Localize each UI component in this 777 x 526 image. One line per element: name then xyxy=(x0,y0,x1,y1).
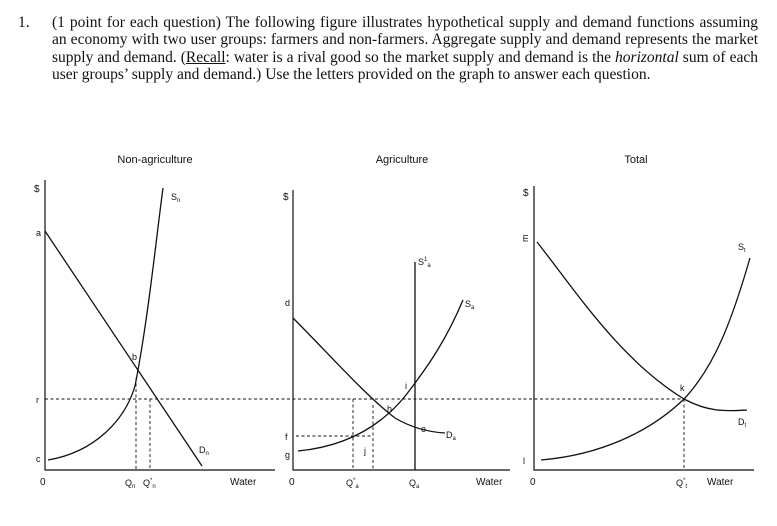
nonag-x-axis-label: Water xyxy=(230,477,257,488)
nonag-title: Non-agriculture xyxy=(117,154,193,166)
total-x-axis-label: Water xyxy=(707,477,734,488)
label-i: i xyxy=(405,381,407,391)
label-e: e xyxy=(421,424,427,434)
total-title: Total xyxy=(624,154,648,166)
panel-non-agriculture xyxy=(34,154,275,490)
label-h: h xyxy=(387,404,393,414)
label-sn: $S_n$ xyxy=(171,192,181,204)
nonag-demand-curve xyxy=(45,231,202,466)
label-j: j xyxy=(364,446,366,456)
ag-title: Agriculture xyxy=(375,154,429,166)
label-f: f xyxy=(285,432,288,442)
label-a: a xyxy=(36,228,42,238)
label-st: $S_t$ xyxy=(738,242,746,254)
label-k: k xyxy=(680,383,685,393)
label-qa: $Q_a$ xyxy=(409,478,420,490)
label-m: m xyxy=(520,234,530,242)
nonag-y-axis-label: $ xyxy=(34,184,40,195)
recall-word: Recall xyxy=(185,48,226,66)
label-d: d xyxy=(285,298,291,308)
label-c: c xyxy=(36,454,41,464)
question-tail: sum of each user groups’ supply and demand.) Use the letters provided on the graph to answer each question. xyxy=(52,48,758,84)
label-s1a: $S^1_a$ xyxy=(418,257,431,269)
ag-y-axis-label: $ xyxy=(283,192,289,203)
total-demand-curve xyxy=(537,242,747,411)
ag-demand-curve xyxy=(293,318,445,433)
label-l: l xyxy=(523,456,525,466)
label-da: $D_a$ xyxy=(446,430,456,442)
question-lead: (1 point for each question) The following figure illustrates hypothetical supply and demand functions assuming an economy with two user groups: farmers and non-farmers. Aggregate supply and demand represents the market supply and demand. ( xyxy=(52,14,758,66)
question-middle: : water is a rival good so the market supply and demand is the xyxy=(225,48,616,66)
ag-supply-curve xyxy=(298,300,463,451)
total-axes xyxy=(534,186,754,470)
label-r: r xyxy=(36,395,39,405)
panel-agriculture xyxy=(283,154,510,490)
ag-axes xyxy=(293,190,510,470)
label-dn: $D_n$ xyxy=(199,445,209,457)
panel-total xyxy=(520,154,754,490)
label-qa-star: $Q^*_a$ xyxy=(346,478,359,490)
nonag-supply-curve xyxy=(48,188,163,460)
total-y-axis-label: $ xyxy=(523,188,529,199)
ag-origin-label: 0 xyxy=(289,477,295,488)
total-origin-label: 0 xyxy=(530,477,536,488)
question-number: 1. xyxy=(18,14,30,31)
label-qn: $Q_n$ xyxy=(125,478,136,490)
nonag-origin-label: 0 xyxy=(40,477,46,488)
horizontal-word: horizontal xyxy=(615,48,679,66)
label-dt: $D_t$ xyxy=(738,417,747,429)
label-g: g xyxy=(285,450,291,460)
label-sa: $S_a$ xyxy=(465,299,475,311)
label-b: b xyxy=(132,352,138,362)
nonag-axes xyxy=(45,180,275,470)
ag-x-axis-label: Water xyxy=(476,477,503,488)
label-qt-star: $Q^*_t$ xyxy=(676,478,688,490)
label-qn-star: $Q^*_n$ xyxy=(143,478,156,490)
